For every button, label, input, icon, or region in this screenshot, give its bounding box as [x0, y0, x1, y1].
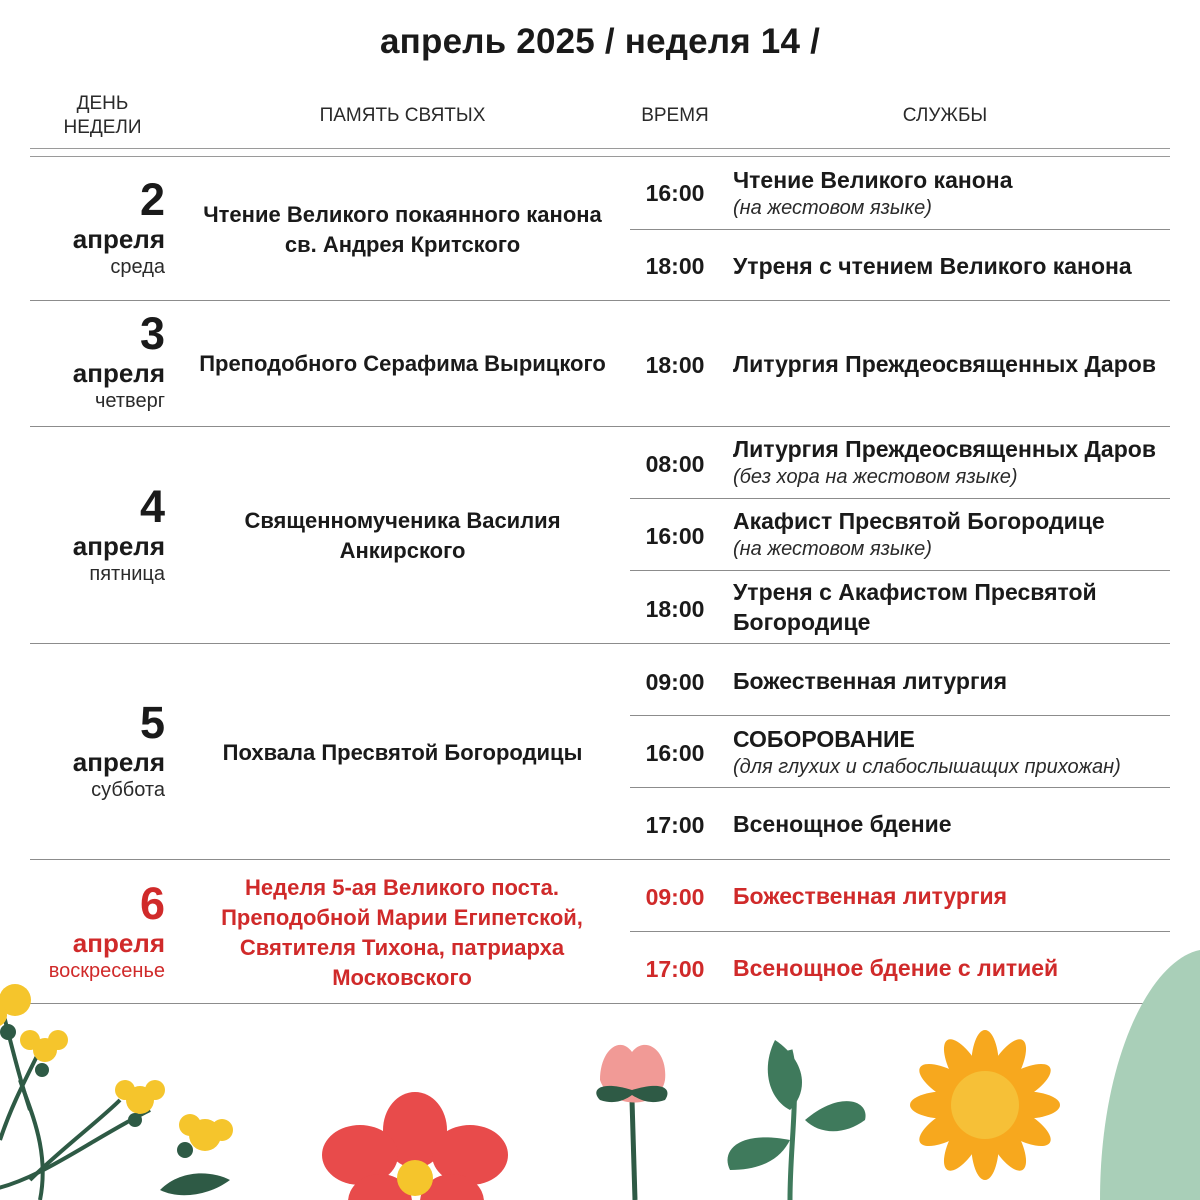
day-number: 3: [139, 308, 165, 359]
service-time: 18:00: [645, 253, 705, 279]
service-divider: [630, 229, 1170, 230]
service-name: Божественная литургия: [733, 668, 1008, 694]
service-name: СОБОРОВАНИЕ: [733, 726, 915, 752]
day-divider: [30, 426, 1170, 427]
floral-decoration: [0, 940, 1200, 1200]
day-month: апреля: [72, 747, 165, 777]
service-time: 09:00: [645, 669, 705, 695]
service-divider: [630, 787, 1170, 788]
service-name: Литургия Преждеосвященных Даров: [733, 351, 1156, 377]
service-name: Акафист Пресвятой Богородице: [733, 508, 1105, 534]
service-note: (на жестовом языке): [733, 538, 932, 560]
leaf-shape: [160, 1173, 230, 1195]
page-title: апрель 2025 / неделя 14 /: [379, 22, 820, 61]
day-label: [30, 310, 165, 414]
service-entry: [733, 577, 1113, 637]
header-time: ВРЕМЯ: [641, 105, 709, 126]
header-saints: ПАМЯТЬ СВЯТЫХ: [319, 105, 486, 126]
day-divider: [30, 300, 1170, 301]
day-divider: [30, 643, 1170, 644]
day-label: [30, 699, 165, 803]
header-services: СЛУЖБЫ: [902, 105, 988, 126]
service-time: 17:00: [645, 956, 705, 982]
sunflower-icon: [910, 1030, 1060, 1180]
service-name: Утреня с Акафистом Пресвятой Богородице: [733, 579, 1097, 635]
service-entry: [733, 881, 1173, 911]
service-name: Божественная литургия: [733, 883, 1008, 909]
day-weekday: пятница: [89, 563, 165, 585]
green-hill-shape: [1100, 950, 1200, 1200]
day-number: 4: [139, 481, 165, 532]
header-divider: [30, 148, 1170, 149]
day-label: [30, 483, 165, 587]
service-time: 18:00: [645, 352, 705, 378]
service-divider: [630, 498, 1170, 499]
day-divider: [30, 859, 1170, 860]
day-number: 5: [139, 697, 165, 748]
day-number: 2: [139, 174, 165, 225]
service-entry: [733, 349, 1173, 379]
day-month: апреля: [72, 928, 165, 958]
service-time: 16:00: [645, 523, 705, 549]
day-month: апреля: [72, 224, 165, 254]
service-entry: [733, 434, 1173, 490]
saints-memory: Похвала Пресвятой Богородицы: [222, 740, 583, 765]
service-time: 16:00: [645, 740, 705, 766]
service-entry: [733, 506, 1173, 562]
saints-memory: Чтение Великого покаянного канона св. Андрея Критского: [203, 202, 602, 257]
leaf-branch-icon: [728, 1040, 866, 1200]
service-entry: [733, 809, 1173, 839]
yellow-flower-icon: [115, 1080, 165, 1127]
service-time: 09:00: [645, 884, 705, 910]
day-weekday: суббота: [91, 779, 165, 801]
service-time: 16:00: [645, 180, 705, 206]
service-name: Всенощное бдение: [733, 811, 952, 837]
day-month: апреля: [72, 358, 165, 388]
saints-memory: Неделя 5-ая Великого поста. Преподобной Марии Египетской, Святителя Тихона, патриарха Московского: [221, 875, 583, 990]
service-note: (для глухих и слабослышащих прихожан): [733, 756, 1121, 778]
pink-tulip-icon: [596, 1045, 667, 1200]
service-entry: [733, 724, 1173, 780]
service-note: (на жестовом языке): [733, 197, 932, 219]
service-time: 17:00: [645, 812, 705, 838]
service-note: (без хора на жестовом языке): [733, 466, 1018, 488]
day-number: 6: [139, 878, 165, 929]
red-flower-icon: [322, 1092, 508, 1200]
service-name: Чтение Великого канона: [733, 167, 1013, 193]
yellow-flower-icon: [20, 1030, 68, 1077]
service-name: Всенощное бдение с литией: [733, 955, 1059, 981]
service-time: 08:00: [645, 451, 705, 477]
service-divider: [630, 570, 1170, 571]
saints-memory: Преподобного Серафима Вырицкого: [199, 351, 606, 376]
service-name: Утреня с чтением Великого канона: [733, 253, 1132, 279]
service-time: 18:00: [645, 596, 705, 622]
header-day-of-week: ДЕНЬ НЕДЕЛИ: [63, 93, 142, 138]
saints-memory: Священномученика Василия Анкирского: [244, 508, 561, 563]
header-divider: [30, 156, 1170, 157]
day-label: [30, 176, 165, 280]
service-name: Литургия Преждеосвященных Даров: [733, 436, 1156, 462]
day-weekday: среда: [110, 256, 165, 278]
service-divider: [630, 931, 1170, 932]
service-entry: [733, 165, 1173, 221]
service-divider: [630, 715, 1170, 716]
day-weekday: четверг: [95, 390, 165, 412]
yellow-flower-icon: [177, 1114, 233, 1158]
day-weekday: воскресенье: [48, 960, 165, 982]
service-entry: [733, 666, 1173, 696]
service-entry: [733, 251, 1173, 281]
day-month: апреля: [72, 531, 165, 561]
